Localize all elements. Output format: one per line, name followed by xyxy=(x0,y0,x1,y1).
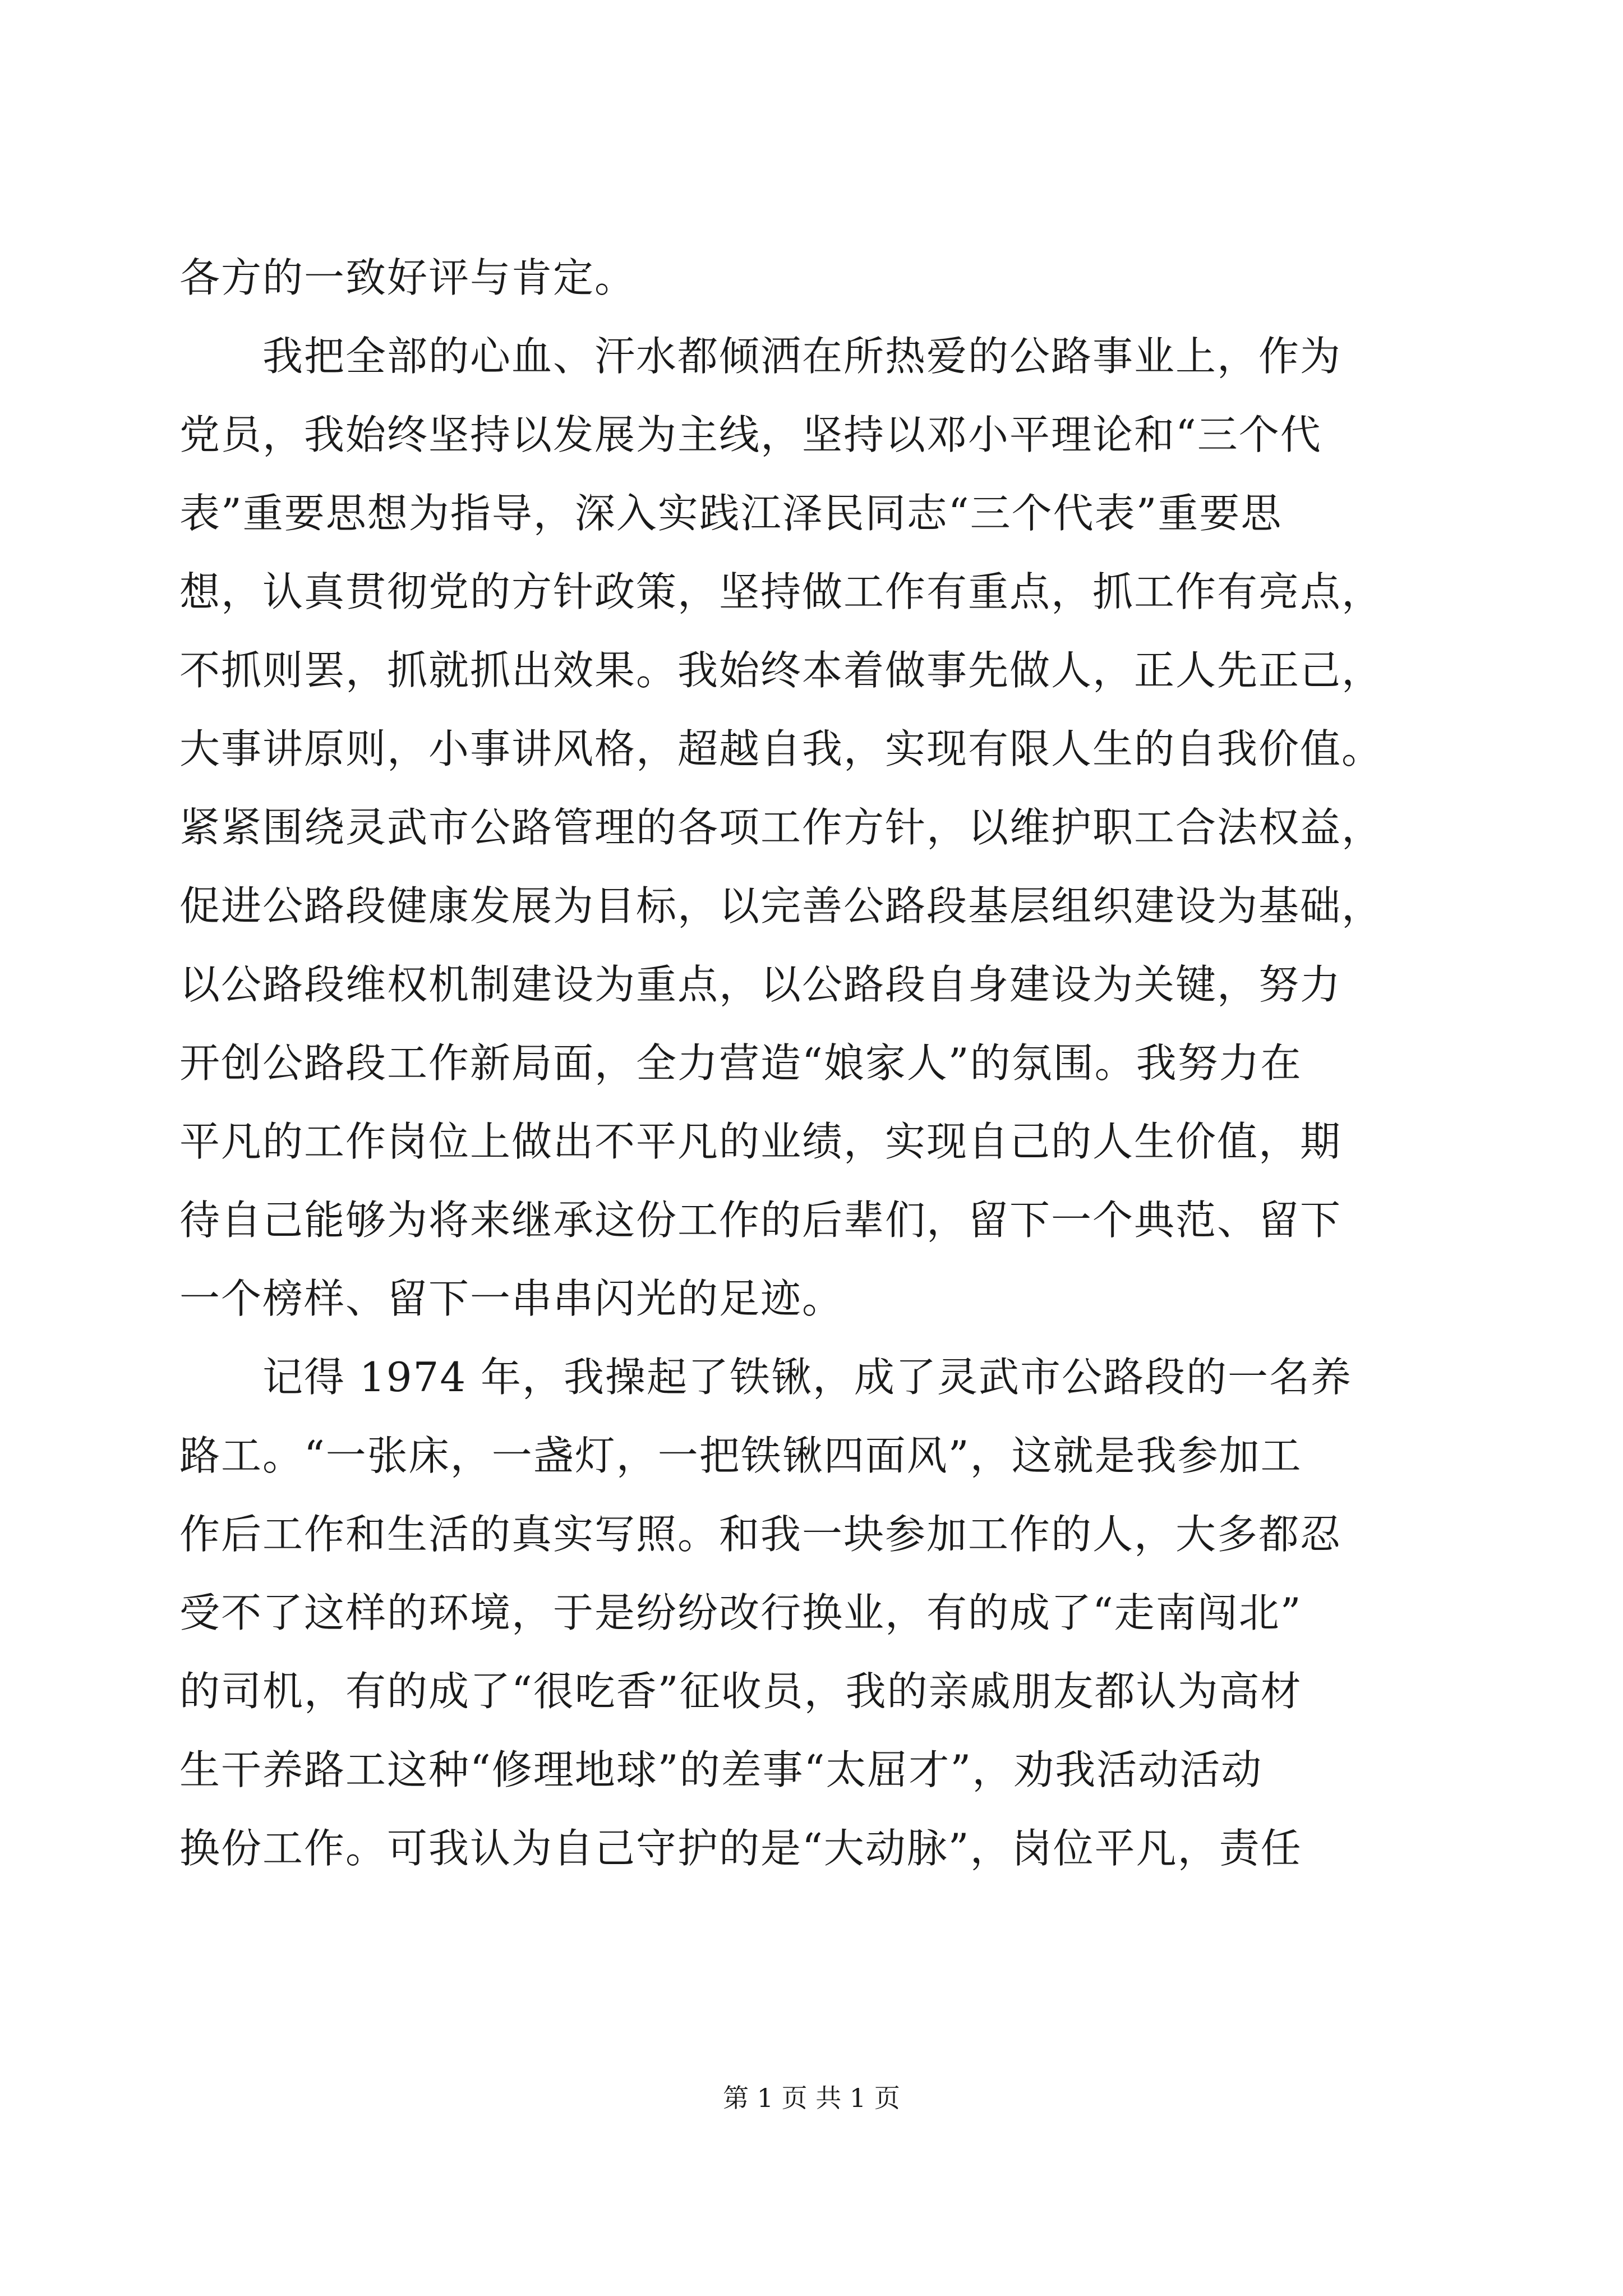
page-footer xyxy=(0,2081,1623,2115)
text-line: 以公路段维权机制建设为重点，以公路段自身建设为关键，努力 xyxy=(179,961,1342,1008)
text-line: 生干养路工这种“修理地球”的差事“太屈才”，劝我活动活动 xyxy=(179,1746,1263,1793)
text-line: 我把全部的心血、汗水都倾洒在所热爱的公路事业上，作为 xyxy=(179,333,1342,380)
text-line: 路工。“一张床，一盏灯，一把铁锹四面风”，这就是我参加工 xyxy=(179,1432,1302,1479)
text-line: 的司机，有的成了“很吃香”征收员，我的亲戚朋友都认为高材 xyxy=(179,1668,1302,1715)
text-line: 想，认真贯彻党的方针政策，坚持做工作有重点，抓工作有亮点， xyxy=(179,568,1384,615)
page-number-label: 第 1 页 共 1 页 xyxy=(723,2083,900,2113)
text-line: 换份工作。可我认为自己守护的是“大动脉”，岗位平凡，责任 xyxy=(179,1825,1302,1872)
text-line: 表”重要思想为指导，深入实践江泽民同志“三个代表”重要思 xyxy=(179,490,1283,537)
text-line: 记得 1974 年，我操起了铁锹，成了灵武市公路段的一名养 xyxy=(179,1354,1353,1401)
text-line: 促进公路段健康发展为目标，以完善公路段基层组织建设为基础， xyxy=(179,882,1384,930)
text-line: 党员，我始终坚持以发展为主线，坚持以邓小平理论和“三个代 xyxy=(179,411,1322,458)
text-line: 开创公路段工作新局面，全力营造“娘家人”的氛围。我努力在 xyxy=(179,1039,1302,1087)
text-line: 大事讲原则，小事讲风格，超越自我，实现有限人生的自我价值。 xyxy=(179,725,1384,772)
text-line: 平凡的工作岗位上做出不平凡的业绩，实现自己的人生价值，期 xyxy=(179,1118,1342,1165)
text-line: 紧紧围绕灵武市公路管理的各项工作方针，以维护职工合法权益， xyxy=(179,804,1384,851)
text-line: 作后工作和生活的真实写照。和我一块参加工作的人，大多都忍 xyxy=(179,1511,1342,1558)
body-text xyxy=(179,238,1441,1888)
text-line: 一个榜样、留下一串串闪光的足迹。 xyxy=(179,1275,844,1322)
text-line: 不抓则罢，抓就抓出效果。我始终本着做事先做人，正人先正己， xyxy=(179,647,1384,694)
text-line: 待自己能够为将来继承这份工作的后辈们，留下一个典范、留下 xyxy=(179,1197,1342,1244)
text-line: 各方的一致好评与肯定。 xyxy=(179,254,637,301)
text-line: 受不了这样的环境，于是纷纷改行换业，有的成了“走南闯北” xyxy=(179,1589,1302,1636)
